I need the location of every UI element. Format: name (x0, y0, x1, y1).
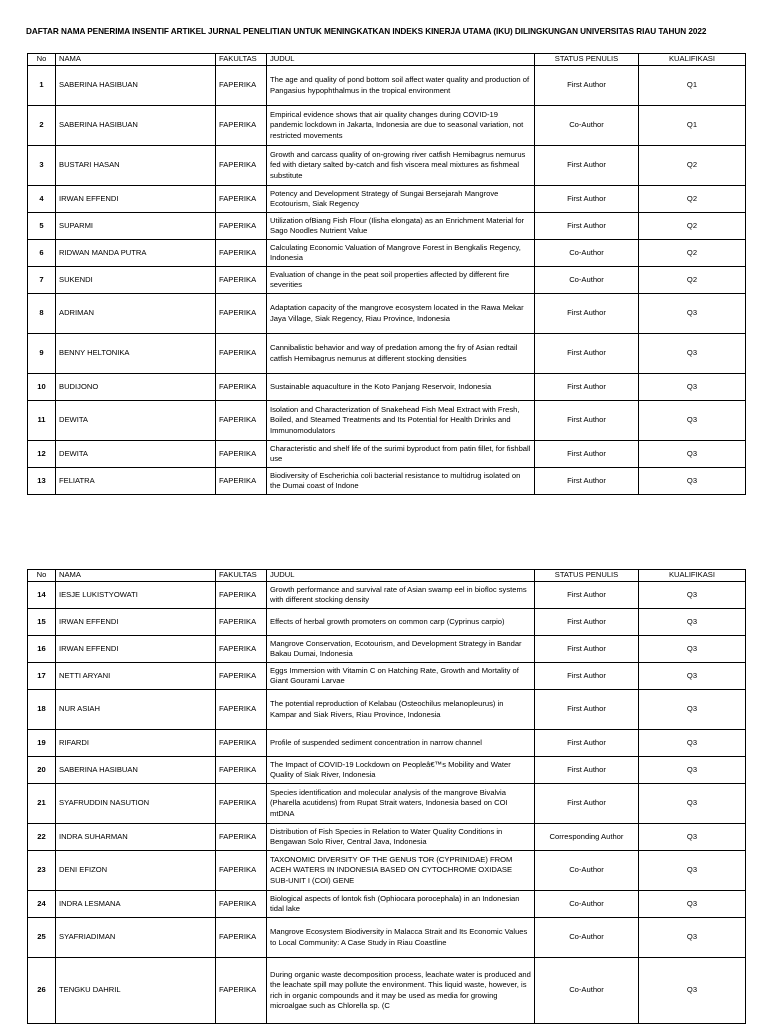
header-kualifikasi: KUALIFIKASI (639, 570, 746, 582)
cell-kualifikasi: Q3 (639, 663, 746, 690)
cell-kualifikasi: Q3 (639, 824, 746, 851)
header-row (28, 570, 746, 582)
cell-kualifikasi: Q3 (639, 468, 746, 495)
cell-kualifikasi: Q2 (639, 186, 746, 213)
cell-status-penulis: First Author (535, 146, 639, 186)
cell-fakultas: FAPERIKA (216, 401, 267, 441)
cell-judul: Eggs Immersion with Vitamin C on Hatching Rate, Growth and Mortality of Giant Gourami Larvae (267, 663, 535, 690)
table-row (28, 582, 746, 609)
cell-status-penulis: Co-Author (535, 851, 639, 891)
cell-nama: IRWAN EFFENDI (56, 186, 216, 213)
cell-nama: NETTI ARYANI (56, 663, 216, 690)
document-title: DAFTAR NAMA PENERIMA INSENTIF ARTIKEL JURNAL PENELITIAN UNTUK MENINGKATKAN INDEKS KINERJA UTAMA (IKU) DILINGKUNGAN UNIVERSITAS RIAU TAHUN 2022 (26, 27, 707, 36)
header-status-penulis: STATUS PENULIS (535, 570, 639, 582)
cell-no: 19 (28, 730, 56, 757)
table-row (28, 213, 746, 240)
cell-status-penulis: First Author (535, 401, 639, 441)
cell-no: 11 (28, 401, 56, 441)
cell-nama: RIDWAN MANDA PUTRA (56, 240, 216, 267)
header-fakultas: FAKULTAS (216, 54, 267, 66)
cell-no: 14 (28, 582, 56, 609)
table-row (28, 334, 746, 374)
cell-fakultas: FAPERIKA (216, 146, 267, 186)
cell-no: 10 (28, 374, 56, 401)
cell-nama: SABERINA HASIBUAN (56, 66, 216, 106)
cell-fakultas: FAPERIKA (216, 730, 267, 757)
cell-fakultas: FAPERIKA (216, 441, 267, 468)
cell-no: 25 (28, 918, 56, 958)
cell-fakultas: FAPERIKA (216, 851, 267, 891)
cell-kualifikasi: Q3 (639, 784, 746, 824)
cell-nama: INDRA SUHARMAN (56, 824, 216, 851)
cell-status-penulis: First Author (535, 609, 639, 636)
cell-judul: Characteristic and shelf life of the surimi byproduct from patin fillet, for fishball use (267, 441, 535, 468)
cell-nama: IESJE LUKISTYOWATI (56, 582, 216, 609)
cell-nama: SUKENDI (56, 267, 216, 294)
cell-kualifikasi: Q2 (639, 240, 746, 267)
cell-kualifikasi: Q3 (639, 690, 746, 730)
header-status-penulis: STATUS PENULIS (535, 54, 639, 66)
cell-status-penulis: Co-Author (535, 240, 639, 267)
cell-kualifikasi: Q2 (639, 267, 746, 294)
header-row (28, 54, 746, 66)
cell-status-penulis: First Author (535, 582, 639, 609)
cell-judul: Evaluation of change in the peat soil properties affected by different fire severities (267, 267, 535, 294)
cell-kualifikasi: Q3 (639, 636, 746, 663)
cell-nama: DEWITA (56, 441, 216, 468)
cell-fakultas: FAPERIKA (216, 66, 267, 106)
cell-nama: NUR ASIAH (56, 690, 216, 730)
cell-judul: Distribution of Fish Species in Relation to Water Quality Conditions in Bengawan Solo River, Central Java, Indonesia (267, 824, 535, 851)
cell-kualifikasi: Q3 (639, 582, 746, 609)
cell-kualifikasi: Q2 (639, 146, 746, 186)
cell-kualifikasi: Q3 (639, 918, 746, 958)
cell-nama: TENGKU DAHRIL (56, 958, 216, 1024)
cell-nama: IRWAN EFFENDI (56, 609, 216, 636)
cell-judul: Isolation and Characterization of Snakehead Fish Meal Extract with Fresh, Boiled, and Steamed Treatments and Its Potential for Health Drinks and Immunomodulators (267, 401, 535, 441)
table-row (28, 240, 746, 267)
recipients-table-2 (27, 569, 746, 1024)
cell-status-penulis: First Author (535, 66, 639, 106)
cell-judul: Species identification and molecular analysis of the mangrove Bivalvia (Pharella acutidens) from Rupat Strait waters, Indonesia based on COI mtDNA (267, 784, 535, 824)
cell-status-penulis: Co-Author (535, 958, 639, 1024)
header-no: No (28, 54, 56, 66)
cell-kualifikasi: Q3 (639, 958, 746, 1024)
cell-fakultas: FAPERIKA (216, 636, 267, 663)
cell-judul: Growth and carcass quality of on-growing river catfish Hemibagrus nemurus fed with dietary salted by-catch and fish viscera meal mixtures as fishmeal substitute (267, 146, 535, 186)
cell-status-penulis: Corresponding Author (535, 824, 639, 851)
cell-no: 1 (28, 66, 56, 106)
cell-fakultas: FAPERIKA (216, 663, 267, 690)
cell-nama: BUDIJONO (56, 374, 216, 401)
cell-no: 15 (28, 609, 56, 636)
cell-judul: The potential reproduction of Kelabau (Osteochilus melanopleurus) in Kampar and Siak Rivers, Riau Province, Indonesia (267, 690, 535, 730)
cell-kualifikasi: Q3 (639, 891, 746, 918)
cell-status-penulis: First Author (535, 730, 639, 757)
cell-nama: SABERINA HASIBUAN (56, 757, 216, 784)
cell-status-penulis: First Author (535, 374, 639, 401)
cell-judul: Effects of herbal growth promoters on common carp (Cyprinus carpio) (267, 609, 535, 636)
cell-status-penulis: Co-Author (535, 267, 639, 294)
cell-fakultas: FAPERIKA (216, 609, 267, 636)
cell-nama: INDRA LESMANA (56, 891, 216, 918)
cell-status-penulis: First Author (535, 468, 639, 495)
cell-nama: SUPARMI (56, 213, 216, 240)
cell-status-penulis: First Author (535, 663, 639, 690)
cell-fakultas: FAPERIKA (216, 106, 267, 146)
cell-status-penulis: First Author (535, 213, 639, 240)
cell-no: 4 (28, 186, 56, 213)
cell-fakultas: FAPERIKA (216, 757, 267, 784)
cell-status-penulis: Co-Author (535, 891, 639, 918)
table-row (28, 401, 746, 441)
table-row (28, 106, 746, 146)
cell-no: 6 (28, 240, 56, 267)
cell-nama: RIFARDI (56, 730, 216, 757)
cell-no: 2 (28, 106, 56, 146)
cell-no: 16 (28, 636, 56, 663)
cell-nama: SYAFRUDDIN NASUTION (56, 784, 216, 824)
cell-kualifikasi: Q3 (639, 757, 746, 784)
header-no: No (28, 570, 56, 582)
cell-status-penulis: First Author (535, 334, 639, 374)
cell-fakultas: FAPERIKA (216, 784, 267, 824)
cell-status-penulis: First Author (535, 186, 639, 213)
cell-judul: Profile of suspended sediment concentration in narrow channel (267, 730, 535, 757)
cell-fakultas: FAPERIKA (216, 891, 267, 918)
cell-no: 20 (28, 757, 56, 784)
cell-judul: TAXONOMIC DIVERSITY OF THE GENUS TOR (CYPRINIDAE) FROM ACEH WATERS IN INDONESIA BASED ON CYTOCHROME OXIDASE SUB-UNIT I (COI) GENE (267, 851, 535, 891)
cell-kualifikasi: Q3 (639, 730, 746, 757)
table-row (28, 690, 746, 730)
header-judul: JUDUL (267, 570, 535, 582)
table-row (28, 636, 746, 663)
table-row (28, 891, 746, 918)
cell-status-penulis: First Author (535, 784, 639, 824)
table-row (28, 294, 746, 334)
cell-status-penulis: First Author (535, 636, 639, 663)
cell-fakultas: FAPERIKA (216, 213, 267, 240)
cell-no: 24 (28, 891, 56, 918)
cell-status-penulis: First Author (535, 441, 639, 468)
cell-fakultas: FAPERIKA (216, 824, 267, 851)
cell-judul: Mangrove Ecosystem Biodiversity in Malacca Strait and Its Economic Values to Local Community: A Case Study in Riau Coastline (267, 918, 535, 958)
cell-no: 23 (28, 851, 56, 891)
cell-judul: Adaptation capacity of the mangrove ecosystem located in the Rawa Mekar Jaya Village, Siak Regency, Riau Province, Indonesia (267, 294, 535, 334)
cell-no: 5 (28, 213, 56, 240)
cell-nama: SYAFRIADIMAN (56, 918, 216, 958)
cell-no: 9 (28, 334, 56, 374)
cell-status-penulis: First Author (535, 757, 639, 784)
table-row (28, 146, 746, 186)
cell-fakultas: FAPERIKA (216, 468, 267, 495)
cell-judul: Sustainable aquaculture in the Koto Panjang Reservoir, Indonesia (267, 374, 535, 401)
table-row (28, 468, 746, 495)
cell-judul: Empirical evidence shows that air quality changes during COVID-19 pandemic lockdown in Jakarta, Indonesia are due to seasonal variation, not restricted movements (267, 106, 535, 146)
table-row (28, 186, 746, 213)
cell-fakultas: FAPERIKA (216, 958, 267, 1024)
table-body (28, 66, 746, 495)
cell-fakultas: FAPERIKA (216, 294, 267, 334)
table-row (28, 757, 746, 784)
table-row (28, 267, 746, 294)
cell-nama: SABERINA HASIBUAN (56, 106, 216, 146)
cell-nama: BENNY HELTONIKA (56, 334, 216, 374)
cell-kualifikasi: Q1 (639, 106, 746, 146)
table-row (28, 851, 746, 891)
cell-judul: Biodiversity of Escherichia coli bacterial resistance to multidrug isolated on the Dumai coast of Indone (267, 468, 535, 495)
cell-no: 18 (28, 690, 56, 730)
cell-kualifikasi: Q3 (639, 294, 746, 334)
cell-judul: Potency and Development Strategy of Sungai Bersejarah Mangrove Ecotourism, Siak Regency (267, 186, 535, 213)
cell-no: 17 (28, 663, 56, 690)
cell-nama: IRWAN EFFENDI (56, 636, 216, 663)
cell-status-penulis: Co-Author (535, 918, 639, 958)
cell-kualifikasi: Q3 (639, 334, 746, 374)
cell-nama: DENI EFIZON (56, 851, 216, 891)
cell-kualifikasi: Q3 (639, 609, 746, 636)
table-body (28, 582, 746, 1024)
cell-fakultas: FAPERIKA (216, 186, 267, 213)
cell-status-penulis: First Author (535, 294, 639, 334)
cell-kualifikasi: Q3 (639, 401, 746, 441)
cell-kualifikasi: Q3 (639, 374, 746, 401)
table-row (28, 663, 746, 690)
cell-status-penulis: First Author (535, 690, 639, 730)
cell-judul: Calculating Economic Valuation of Mangrove Forest in Bengkalis Regency, Indonesia (267, 240, 535, 267)
cell-nama: FELIATRA (56, 468, 216, 495)
cell-no: 3 (28, 146, 56, 186)
cell-judul: Growth performance and survival rate of Asian swamp eel in biofloc systems with different stocking density (267, 582, 535, 609)
cell-fakultas: FAPERIKA (216, 240, 267, 267)
recipients-table-1 (27, 53, 746, 495)
cell-fakultas: FAPERIKA (216, 334, 267, 374)
cell-no: 8 (28, 294, 56, 334)
cell-fakultas: FAPERIKA (216, 374, 267, 401)
cell-no: 12 (28, 441, 56, 468)
cell-judul: Utilization ofBiang Fish Flour (Ilisha elongata) as an Enrichment Material for Sago Noodles Nutrient Value (267, 213, 535, 240)
cell-kualifikasi: Q1 (639, 66, 746, 106)
table-row (28, 958, 746, 1024)
cell-judul: The age and quality of pond bottom soil affect water quality and production of Pangasius hypophthalmus in the tropical environment (267, 66, 535, 106)
cell-nama: BUSTARI HASAN (56, 146, 216, 186)
header-nama: NAMA (56, 570, 216, 582)
cell-judul: The Impact of COVID-19 Lockdown on Peopleâ€™s Mobility and Water Quality of Siak River, Indonesia (267, 757, 535, 784)
header-judul: JUDUL (267, 54, 535, 66)
table-row (28, 824, 746, 851)
cell-no: 26 (28, 958, 56, 1024)
cell-nama: ADRIMAN (56, 294, 216, 334)
header-nama: NAMA (56, 54, 216, 66)
table-row (28, 609, 746, 636)
header-kualifikasi: KUALIFIKASI (639, 54, 746, 66)
table-row (28, 784, 746, 824)
cell-judul: Biological aspects of lontok fish (Ophiocara porocephala) in an Indonesian tidal lake (267, 891, 535, 918)
header-fakultas: FAKULTAS (216, 570, 267, 582)
cell-kualifikasi: Q3 (639, 441, 746, 468)
table-row (28, 441, 746, 468)
cell-no: 22 (28, 824, 56, 851)
cell-no: 7 (28, 267, 56, 294)
cell-fakultas: FAPERIKA (216, 690, 267, 730)
table-row (28, 66, 746, 106)
table-row (28, 918, 746, 958)
cell-fakultas: FAPERIKA (216, 918, 267, 958)
cell-kualifikasi: Q3 (639, 851, 746, 891)
cell-no: 13 (28, 468, 56, 495)
cell-fakultas: FAPERIKA (216, 267, 267, 294)
cell-judul: Mangrove Conservation, Ecotourism, and Development Strategy in Bandar Bakau Dumai, Indonesia (267, 636, 535, 663)
table-row (28, 374, 746, 401)
cell-judul: During organic waste decomposition process, leachate water is produced and the leachate spill may pollute the environment. This liquid waste, however, is rich in organic compounds and it may be used as media for growing microalgae such as Chlorella sp. (C (267, 958, 535, 1024)
cell-fakultas: FAPERIKA (216, 582, 267, 609)
cell-no: 21 (28, 784, 56, 824)
cell-nama: DEWITA (56, 401, 216, 441)
cell-status-penulis: Co-Author (535, 106, 639, 146)
cell-judul: Cannibalistic behavior and way of predation among the fry of Asian redtail catfish Hemibagrus nemurus at different stocking densities (267, 334, 535, 374)
table-row (28, 730, 746, 757)
cell-kualifikasi: Q2 (639, 213, 746, 240)
